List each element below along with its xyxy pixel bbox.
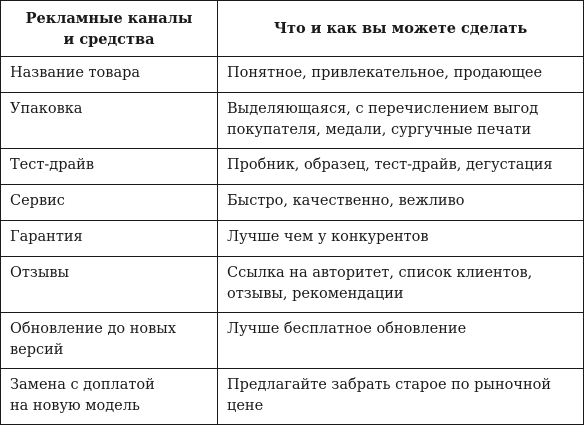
channel-cell — [1, 221, 218, 257]
action-cell — [218, 57, 584, 93]
action-cell — [218, 93, 584, 149]
channel-text: Сервис — [10, 193, 65, 209]
channel-text: Упаковка — [10, 101, 83, 117]
table-row — [1, 57, 584, 93]
action-cell — [218, 185, 584, 221]
channel-text: Замена с доплатой — [10, 377, 155, 393]
action-text: Пробник, образец, тест-драйв, дегустация — [227, 157, 553, 173]
channel-cell — [1, 57, 218, 93]
header-actions — [218, 1, 584, 57]
channel-text: Тест-драйв — [10, 157, 94, 173]
table-row — [1, 369, 584, 425]
header-channels-line: Рекламные каналы — [25, 9, 193, 27]
header-actions-line: Что и как вы можете сделать — [273, 20, 528, 37]
channel-cell — [1, 369, 218, 425]
table-row — [1, 313, 584, 369]
channel-cell — [1, 149, 218, 185]
table-row — [1, 93, 584, 149]
header-channels — [1, 1, 218, 57]
channel-text: на новую модель — [10, 398, 140, 414]
action-text: отзывы, рекомендации — [227, 286, 404, 302]
action-text: Предлагайте забрать старое по рыночной — [227, 377, 551, 393]
channel-text: версий — [10, 342, 64, 358]
header-channels-line: и средства — [63, 30, 155, 48]
action-text: Выделяющаяся, с перечислением выгод — [227, 101, 539, 117]
table-header-row — [1, 1, 584, 57]
action-text: Лучше бесплатное обновление — [227, 321, 467, 337]
channel-cell — [1, 313, 218, 369]
action-text: Ссылка на авторитет, список клиентов, — [227, 265, 533, 281]
channel-text: Обновление до новых — [10, 321, 177, 337]
action-cell — [218, 257, 584, 313]
action-text: покупателя, медали, сургучные печати — [227, 122, 532, 138]
channel-text: Гарантия — [10, 229, 83, 245]
channel-text: Название товара — [10, 65, 141, 81]
channel-cell — [1, 257, 218, 313]
action-cell — [218, 221, 584, 257]
action-text: Понятное, привлекательное, продающее — [227, 65, 543, 81]
table-row — [1, 149, 584, 185]
action-cell — [218, 369, 584, 425]
table-row — [1, 257, 584, 313]
action-text: Лучше чем у конкурентов — [227, 229, 429, 245]
action-cell — [218, 313, 584, 369]
table-row — [1, 221, 584, 257]
channel-cell — [1, 93, 218, 149]
table-row — [1, 185, 584, 221]
channel-text: Отзывы — [10, 265, 70, 281]
action-text: Быстро, качественно, вежливо — [227, 193, 465, 209]
channel-cell — [1, 185, 218, 221]
action-text: цене — [227, 398, 264, 414]
action-cell — [218, 149, 584, 185]
